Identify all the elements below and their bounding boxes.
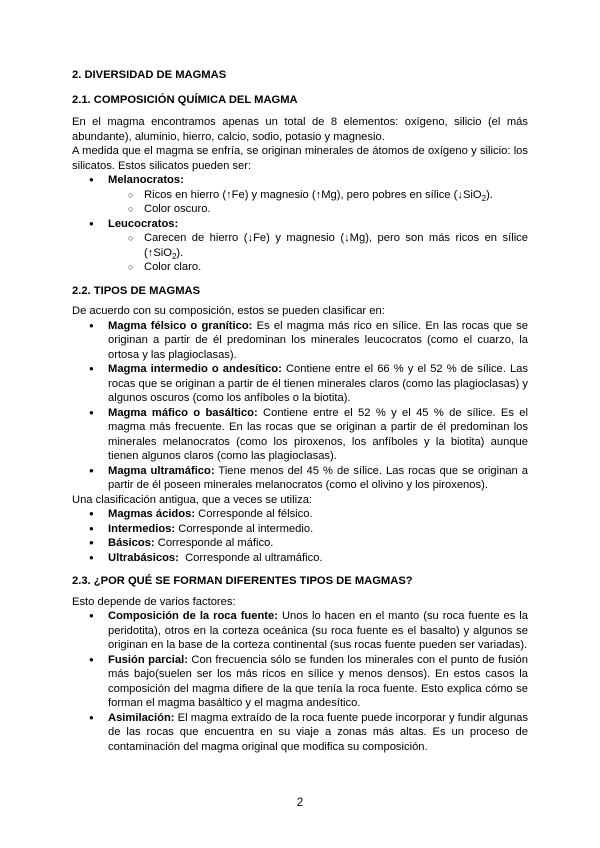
section-heading: 2. DIVERSIDAD DE MAGMAS	[72, 69, 227, 81]
silicate-list	[72, 173, 528, 275]
subsection-heading-composition: 2.1. COMPOSICIÓN QUÍMICA DEL MAGMA	[72, 93, 298, 106]
list-item: ○ Ricos en hierro (↑Fe) y magnesio (↑Mg), pero pobres en sílice (↓SiO$_2$).	[72, 188, 528, 203]
list-item: ● Asimilación: El magma extraído de la roca fuente puede incorporar y fundir algunas de las rocas que encuentra en su viaje a zonas más altas. Es un proceso de contaminación del magma original que modifica su composición.	[72, 711, 528, 755]
paragraph: Una clasificación antigua, que a veces se utiliza:	[72, 493, 313, 506]
paragraph: A medida que el magma se enfría, se originan minerales de átomos de oxígeno y silicio: los silicatos. Estos silicatos pueden ser:	[72, 145, 528, 172]
term-label: Melanocratos:	[108, 174, 184, 186]
list-item	[72, 173, 528, 217]
list-item: ● Básicos: Corresponde al máfico.	[72, 536, 528, 551]
list-item: ○ Color oscuro.	[72, 202, 528, 217]
list-item: ● Magmas ácidos: Corresponde al félsico.	[72, 507, 528, 522]
list-item: ● Intermedios: Corresponde al intermedio.	[72, 522, 528, 537]
page-number: 2	[296, 797, 304, 809]
factors-list	[72, 609, 528, 754]
list-item: ● Magma máfico o basáltico: Contiene entre el 52 % y el 45 % de sílice. Es el magma más frecuente. En las rocas que se originan a partir de él predominan los minerales melanocratos (como los piroxenos, los anfíboles y la biotita) aunque tienen algunos claros (como las plagioclasas).	[72, 406, 528, 464]
list-item: ○ Color claro.	[72, 260, 528, 275]
list-item: ● Magma félsico o granítico: Es el magma más rico en sílice. En las rocas que se originan a partir de él predominan los minerales leucocratos (como el cuarzo, la ortosa y las plagioclasas).	[72, 319, 528, 363]
paragraph: En el magma encontramos apenas un total de 8 elementos: oxígeno, silicio (el más abundante), aluminio, hierro, calcio, sodio, potasio y magnesio.	[72, 116, 528, 143]
list-item	[72, 217, 528, 275]
term-label: Leucocratos:	[108, 217, 179, 230]
document-page	[72, 68, 528, 754]
old-classification-list	[72, 507, 528, 565]
sub-list	[72, 231, 528, 275]
paragraph: De acuerdo con su composición, estos se pueden clasificar en:	[72, 305, 385, 317]
magma-types-list	[72, 319, 528, 493]
sub-list	[72, 188, 528, 217]
list-item: ● Fusión parcial: Con frecuencia sólo se funden los minerales con el punto de fusión más bajo(suelen ser los más ricos en sílice y menos densos). En estos casos la composición del magma difiere de la que tenía la roca fuente. Esto explica cómo se forman el magma basáltico y el magma andesítico.	[72, 653, 528, 711]
subsection-heading-types: 2.2. TIPOS DE MAGMAS	[72, 284, 201, 297]
list-item: ● Magma ultramáfico: Tiene menos del 45 % de sílice. Las rocas que se originan a partir de él poseen minerales melanocratos (como el olivino y los piroxenos).	[72, 464, 528, 493]
paragraph: Esto depende de varios factores:	[72, 595, 236, 608]
list-item: ● Ultrabásicos: Corresponde al ultramáfico.	[72, 551, 528, 566]
list-item: ○ Carecen de hierro (↓Fe) y magnesio (↓Mg), pero son más ricos en sílice (↑SiO$_2$).	[72, 231, 528, 260]
list-item: ● Composición de la roca fuente: Unos lo hacen en el manto (su roca fuente es la peridotita), otros en la corteza oceánica (su roca fuente es el basalto) y algunos se originan en la base de la corteza continental (sus rocas fuente pueden ser variadas).	[72, 609, 528, 653]
subsection-heading-why: 2.3. ¿POR QUÉ SE FORMAN DIFERENTES TIPOS DE MAGMAS?	[72, 575, 413, 587]
list-item: ● Magma intermedio o andesítico: Contiene entre el 66 % y el 52 % de sílice. Las rocas que se originan a partir de él tienen minerales claros (como las plagioclasas) y algunos oscuros (como los anfíboles o la biotita).	[72, 362, 528, 406]
